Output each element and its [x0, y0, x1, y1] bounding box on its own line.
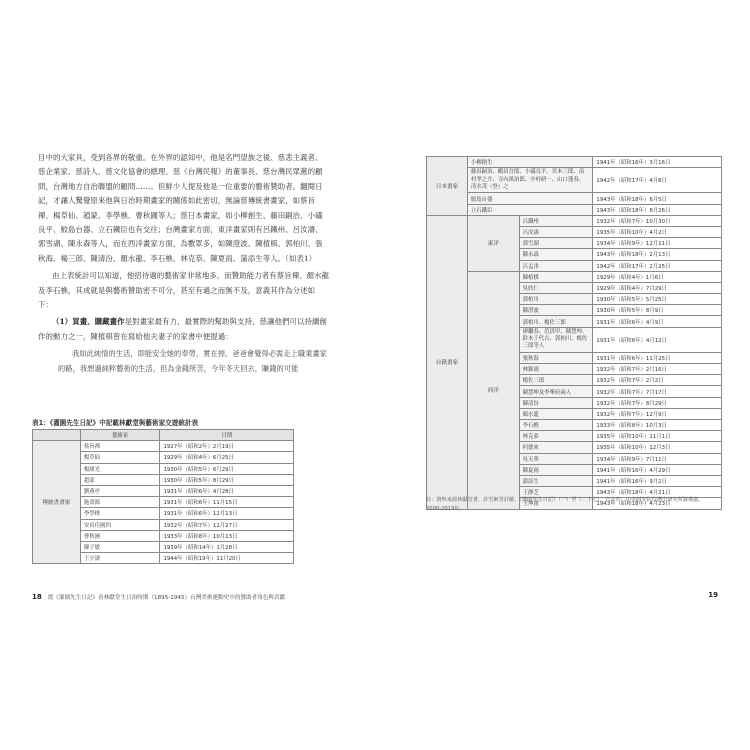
artist-table-1-continued — [426, 156, 722, 510]
artist-cell: 曹秋圃 — [80, 530, 160, 541]
artist-cell: 陳澄波 — [519, 305, 593, 316]
date-cell: 1943年（昭和18年）2月13日 — [593, 249, 722, 260]
date-cell: 1931年（昭和6年）11月15日 — [160, 497, 294, 508]
date-cell: 1932年（昭和7年）7月17日 — [593, 386, 722, 397]
table-row — [427, 193, 722, 204]
date-cell: 1931年（昭和6年）4月28日 — [160, 485, 294, 496]
artist-cell: 郭柏川 — [519, 294, 593, 305]
artist-cell: 蔡旨禪 — [80, 441, 160, 452]
date-cell: 1935年（昭和10年）11月1日 — [593, 431, 722, 442]
artist-cell: 呂鐵州 — [519, 215, 593, 226]
date-cell: 1932年（昭和7年）2月2日 — [593, 375, 722, 386]
date-cell: 1933年（昭和8年）10月3日 — [593, 420, 722, 431]
right-page — [375, 0, 750, 750]
date-cell: 1943年（昭和18年）8月26日 — [593, 204, 722, 215]
paragraph: 由上表統計可以知道，他招待過的藝術家非常地多，而贊助能力者有蔡旨禪、顏水龍及李石樵，其成就是與藝術贊助密不可分，甚至有過之而無不及，意義其作為分述如下： — [38, 271, 330, 310]
artist-cell: 李學樵 — [80, 508, 160, 519]
header-cell-empty — [33, 430, 81, 441]
artist-cell: 顏水龍 — [519, 408, 593, 419]
artist-cell: 呂孟津 — [519, 260, 593, 271]
group-cell: 日本畫家 — [427, 157, 468, 216]
table-row — [427, 204, 722, 215]
artist-cell: 劉燕亭 — [80, 485, 160, 496]
table-header-row — [33, 430, 294, 441]
artist-cell: 廖繼春、范洪甲、陳慧坤、鈴木千代吉、郭柏川、楊佐三郎等人 — [519, 327, 593, 352]
page-number: 19 — [708, 591, 718, 599]
artist-cell: 李石樵 — [519, 420, 593, 431]
artist-cell: 王坤南 — [519, 498, 593, 509]
artist-cell: 呂汝濤 — [519, 226, 593, 237]
point-paragraph — [38, 315, 330, 344]
artist-cell: 楊草仙 — [80, 452, 160, 463]
date-cell: 1942年（昭和17年）4月8日 — [593, 168, 722, 193]
artist-cell: 施壽源 — [80, 497, 160, 508]
date-cell: 1943年（昭和18年）4月23日 — [593, 498, 722, 509]
paragraph: 目中的大家具，受到各界的敬重。在外界的認知中，他是名門望族之後、慈悲主義者、慈企業家、慈詩人、慈文化協會的總理、慈《台灣民報》的董事長、慈台灣民眾黨的顧問，台灣地方自治聯盟的顧問……。但鮮少人提及他是一位重要的藝術贊助者。翻閱日記，才讓人驚覺原來他與日治時期畫家的關係如此密切，無論慈傳統書畫家，如蔡旨禪、楊草仙、趙蒙、李學樵、曹秋圃等人；慈日本畫家，如小柳創生、藤田嗣治、小礒良平、鮫島台器、立石鐵臣也有交往；台灣畫家方面，東洋畫家則有呂鐵州、呂汝濤、郭雪湖、陳永森等人，而在西洋畫家方面，為數眾多，如陳澄波、陳植棋、郭柏川、張秋海、楊三郎、陳清汾、顏水龍、李石樵、林克恭、陳夏雨、蒲添生等人。（如表1） — [38, 153, 323, 263]
date-cell: 1941年（昭和16年）4月29日 — [593, 464, 722, 475]
table-row — [33, 441, 294, 452]
date-cell: 1935年（昭和10年）12月3日 — [593, 442, 722, 453]
table-row — [427, 215, 722, 226]
table-row — [427, 271, 722, 282]
artist-cell: 陳子敏 — [80, 541, 160, 552]
artist-cell: 蒲添生 — [519, 475, 593, 486]
artist-cell: 陳慧坤及李峯府兩人 — [519, 386, 593, 397]
date-cell: 1932年（昭和7年）10月30日 — [593, 215, 722, 226]
subgroup-cell: 西洋 — [467, 271, 519, 509]
artist-cell: 安田佳國四 — [80, 519, 160, 530]
block-quote: 我如此純情的生活，即能安全她的奉勞，實在掉，爸爸會覺得必需走上職業畫家的路，我想過純粹藝術的生活，但為金錢所苦，今年冬天回去，賺錢的可能 — [58, 349, 328, 373]
date-cell: 1941年（昭和16年）9月2日 — [593, 475, 722, 486]
artist-cell: 楊緒光 — [80, 463, 160, 474]
date-cell: 1934年（昭和9年）12月11日 — [593, 238, 722, 249]
date-cell: 1931年（昭和6年）12月13日 — [160, 508, 294, 519]
page-footer-left — [32, 593, 285, 601]
artist-cell: 陳夏雨 — [519, 464, 593, 475]
date-cell: 1930年（昭和5年）5月25日 — [593, 294, 722, 305]
date-cell: 1932年（昭和7年）11月27日 — [160, 519, 294, 530]
artist-cell: 陳永森 — [519, 249, 593, 260]
running-footer: 從《灌園先生日記》看林獻堂生日治時期（1895-1945）台灣美術運動史中的贊助者角色與貢獻 — [47, 595, 286, 601]
table-row — [427, 157, 722, 168]
table-caption: 表1：《灌園先生日記》中記載林獻堂與藝術家交遊統計表 — [32, 419, 199, 427]
date-cell: 1941年（昭和16年）3月16日 — [593, 157, 722, 168]
artist-cell: 吳欣仁 — [519, 282, 593, 293]
date-cell: 1931年（昭和6年）11月25日 — [593, 352, 722, 363]
artist-cell: 林克恭 — [519, 431, 593, 442]
date-cell: 1944年（昭和19年）11月20日 — [160, 553, 294, 564]
subgroup-cell: 東洋 — [467, 215, 519, 271]
artist-cell: 鮫島台器 — [467, 193, 593, 204]
artist-cell: 何德來 — [519, 442, 593, 453]
artist-cell: 趙蒙 — [80, 474, 160, 485]
date-cell: 1929年（昭和4年）6月25日 — [160, 452, 294, 463]
artist-cell: 吳天華 — [519, 453, 593, 464]
group-cell: 傳統書畫家 — [33, 441, 81, 564]
point-text: 是對畫家最有力，最實際的幫助與支持，慈讓他們可以持續創作的動力之一，陳植棋曾在寫給他夫妻子的家書中便提過： — [38, 317, 327, 341]
group-cell: 台籍畫家 — [427, 215, 468, 509]
date-cell: 1933年（昭和8年）10月13日 — [160, 530, 294, 541]
artist-cell: 藤田嗣治、鶴田吾郎、小礒良平、宮本三郎、南村孝之介、寺內萬治郎、中村研一、山口蓬春、清水茂（登）之 — [467, 168, 593, 193]
date-cell: 1930年（昭和5年）8月9日 — [593, 305, 722, 316]
header-cell-date: 日期 — [160, 430, 294, 441]
table-row — [427, 168, 722, 193]
date-cell: 1943年（昭和18年）6月5日 — [593, 193, 722, 204]
artist-table-1 — [32, 429, 294, 564]
date-cell: 1934年（昭和9年）7月11日 — [593, 453, 722, 464]
date-cell: 1927年（昭和2年）2月19日 — [160, 441, 294, 452]
artist-cell: 郭雪湖 — [519, 238, 593, 249]
page-number: 18 — [32, 593, 42, 601]
artist-cell: 王靜芝 — [519, 487, 593, 498]
artist-cell: 林錦鴻 — [519, 364, 593, 375]
date-cell: 1930年（昭和5年）6月29日 — [160, 463, 294, 474]
artist-cell: 陳清汾 — [519, 397, 593, 408]
artist-cell: 陳植棋 — [519, 271, 593, 282]
table-note: 註：資料來源林獻堂著，許雪姬等註解，《灌園先生日記》（一）至（二十七），台北市：中央研究院台灣史研究所籌備處，2000-2013年。 — [426, 497, 704, 512]
date-cell: 1943年（昭和18年）4月21日 — [593, 487, 722, 498]
body-text — [38, 151, 330, 379]
artist-cell: 王少濤 — [80, 553, 160, 564]
date-cell: 1939年（昭和14年）1月28日 — [160, 541, 294, 552]
point-title: （1）買畫、購藏畫作 — [52, 317, 125, 327]
date-cell: 1930年（昭和5年）8月29日 — [160, 474, 294, 485]
date-cell: 1931年（昭和6年）4月9日 — [593, 316, 722, 327]
header-cell-artist: 藝術家 — [80, 430, 160, 441]
date-cell: 1942年（昭和17年）2月25日 — [593, 260, 722, 271]
date-cell: 1935年（昭和10年）4月2日 — [593, 226, 722, 237]
artist-cell: 小柳創生 — [467, 157, 593, 168]
date-cell: 1929年（昭和4年）1月6日 — [593, 271, 722, 282]
date-cell: 1929年（昭和4年）7月29日 — [593, 282, 722, 293]
date-cell: 1932年（昭和7年）12月9日 — [593, 408, 722, 419]
artist-cell: 郭柏川、楊佐三郎 — [519, 316, 593, 327]
artist-cell: 楊佐三郎 — [519, 375, 593, 386]
date-cell: 1931年（昭和6年）4月12日 — [593, 327, 722, 352]
date-cell: 1932年（昭和7年）2月16日 — [593, 364, 722, 375]
artist-cell: 立石鐵臣 — [467, 204, 593, 215]
date-cell: 1932年（昭和7年）8月29日 — [593, 397, 722, 408]
artist-cell: 張秋海 — [519, 352, 593, 363]
